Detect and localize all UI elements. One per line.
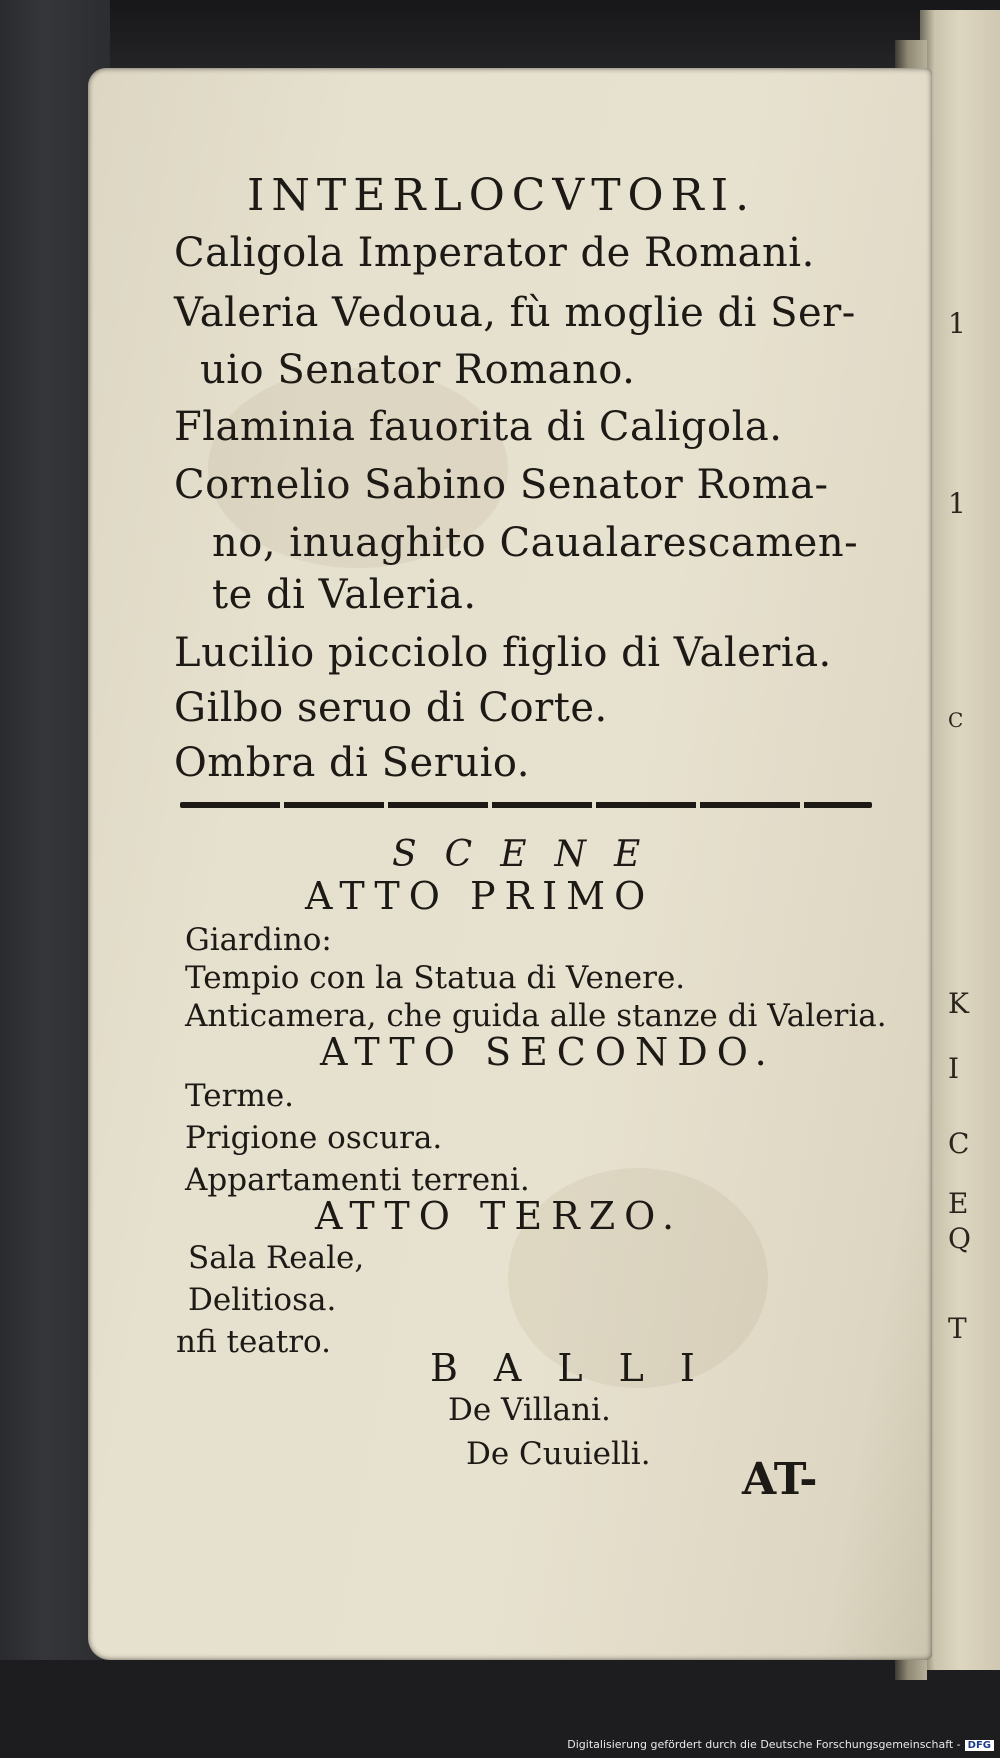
- scene-item: Prigione oscura.: [185, 1120, 443, 1156]
- balli-item: De Cuuielli.: [466, 1436, 651, 1472]
- balli-item: De Villani.: [448, 1392, 611, 1428]
- cast-entry: Cornelio Sabino Senator Roma-: [174, 462, 829, 508]
- balli-heading: BALLI: [430, 1346, 731, 1390]
- scene-item: Appartamenti terreni.: [185, 1162, 530, 1198]
- scene-item: nfi teatro.: [176, 1324, 332, 1360]
- cast-entry: Ombra di Seruio.: [174, 740, 530, 786]
- edge-fragment: K: [948, 987, 969, 1020]
- edge-fragment: E: [948, 1187, 969, 1220]
- adjacent-page-edge: [920, 10, 1000, 1670]
- scene-item: Terme.: [185, 1078, 295, 1114]
- edge-fragment: 1: [948, 487, 966, 520]
- cast-entry: Gilbo seruo di Corte.: [174, 685, 608, 731]
- act-heading: ATTO SECONDO.: [320, 1030, 776, 1074]
- credit-text: Digitalisierung gefördert durch die Deutsche Forschungsgemeinschaft -: [567, 1738, 961, 1751]
- ornamental-rule: [180, 802, 872, 808]
- act-heading: ATTO PRIMO: [305, 874, 655, 918]
- digitization-credit: [567, 1738, 994, 1751]
- scenes-heading: SCENE: [392, 834, 669, 875]
- cast-entry: Lucilio picciolo figlio di Valeria.: [174, 630, 832, 676]
- edge-fragment: Q: [948, 1222, 971, 1255]
- edge-fragment: I: [948, 1052, 960, 1085]
- edge-fragment: C: [948, 1127, 970, 1160]
- scene-item: Delitiosa.: [188, 1282, 337, 1318]
- edge-fragment: C: [948, 708, 964, 732]
- cast-entry: te di Valeria.: [212, 572, 477, 618]
- cast-entry: Caligola Imperator de Romani.: [174, 230, 815, 276]
- page-title: INTERLOCVTORI.: [247, 170, 757, 221]
- scene-item: Tempio con la Statua di Venere.: [185, 960, 686, 996]
- cast-entry: no, inuaghito Caualarescamen-: [212, 520, 859, 566]
- cast-entry: Flaminia fauorita di Caligola.: [174, 404, 783, 450]
- catchword: AT-: [742, 1454, 818, 1505]
- scene-item: Giardino:: [185, 922, 332, 958]
- act-heading: ATTO TERZO.: [315, 1194, 684, 1238]
- dfg-logo: DFG: [965, 1740, 994, 1751]
- scene-item: Anticamera, che guida alle stanze di Valeria.: [185, 998, 887, 1034]
- cast-entry: uio Senator Romano.: [200, 347, 636, 393]
- edge-fragment: T: [948, 1312, 967, 1345]
- scene-item: Sala Reale,: [188, 1240, 365, 1276]
- cast-entry: Valeria Vedoua, fù moglie di Ser-: [174, 290, 856, 336]
- edge-fragment: 1: [948, 307, 966, 340]
